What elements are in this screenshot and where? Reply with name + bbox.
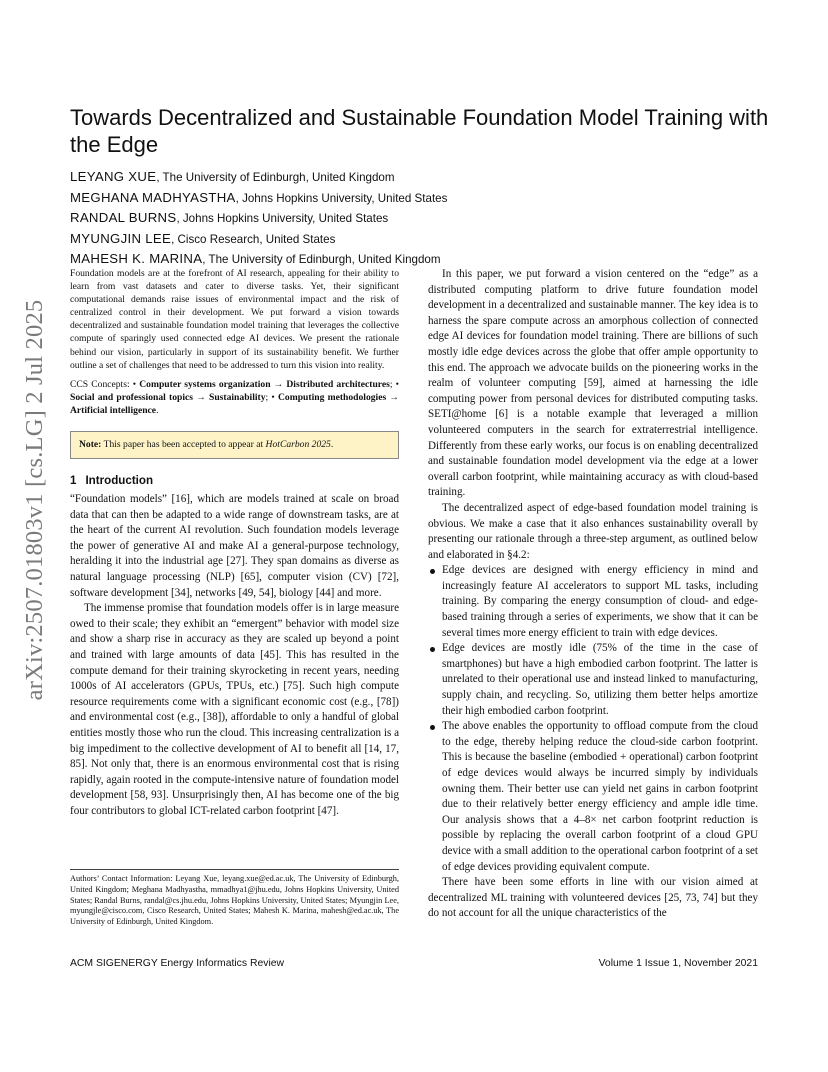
author-entry [70, 188, 770, 209]
author-entry [70, 229, 770, 250]
author-affiliation: , The University of Edinburgh, United Kingdom [202, 253, 441, 267]
left-column [70, 267, 399, 820]
author-affiliation: , Johns Hopkins University, United States [176, 212, 389, 226]
note-text: This paper has been accepted to appear at [101, 439, 266, 451]
ccs-concept: Social and professional topics → Sustainability [70, 391, 266, 403]
note-label: Note: [79, 439, 102, 451]
author-affiliation: , The University of Edinburgh, United Kingdom [156, 171, 395, 184]
introduction-body [70, 492, 399, 819]
author-affiliation: , Cisco Research, United States [171, 232, 336, 246]
author-name: MEGHANA MADHYASTHA [70, 189, 236, 205]
ccs-concept: Computer systems organization → Distributed architectures [139, 378, 390, 390]
acceptance-note [70, 431, 399, 459]
right-column [428, 267, 758, 922]
list-item: Edge devices are designed with energy efficiency in mind and increasingly feature AI accelerators to support ML tasks, including training. By comparing the energy consumption of cloud- and edge-based training through a series of experiments, we show that it can be several times more energy efficient to train with edge devices. [428, 563, 758, 641]
note-end: . [330, 439, 334, 451]
paragraph: The immense promise that foundation models offer is in large measure owed to their scale; they exhibit an “emergent” behavior with model size and show a sharp rise in accuracy as they are scaled up beyond a point and trained with large amounts of data [45]. This has resulted in the compute demand for their training skyrocketing in recent years, needing 1000s of AI accelerators (GPUs, TPUs, etc.) [75]. Such high compute resource requirements come with a significant economic cost (e.g., [78]) and environmental cost (e.g., [38]), affordable to only a handful of global entities mostly those who run the cloud. This increasing centralization is a big impediment to the collective development of AI to benefit all [14, 17, 85]. Not only that, there is an enormous environmental cost that is rising rapidly, again rooted in the compute-intensive nature of foundation model development [58, 93]. Unsurprisingly then, AI has become one of the big four contributors to global ICT-related carbon footprint [47]. [70, 602, 399, 817]
footnote-divider [70, 869, 399, 870]
section-title: Introduction [85, 474, 154, 488]
paper-title: Towards Decentralized and Sustainable Foundation Model Training with the Edge [70, 105, 769, 157]
paragraph: There have been some efforts in line with our vision aimed at decentralized ML training with volunteered devices [25, 73, 74] but they do not account for all the unique characteristics of the [428, 876, 758, 920]
author-entry [70, 208, 770, 229]
ccs-separator: ; • [389, 378, 400, 390]
journal-name: ACM SIGENERGY Energy Informatics Review [70, 958, 285, 969]
section-heading-introduction [70, 474, 399, 488]
author-contact-footnote: Authors’ Contact Information: Leyang Xue, leyang.xue@ed.ac.uk, The University of Edinburgh, United Kingdom; Meghana Madhyastha, mmadhya1@jhu.edu, Johns Hopkins University, United States; Randal Burns, randal@cs.jhu.edu, Johns Hopkins University, United States; Myungjin Lee, myungjle@cisco.com, Cisco Research, United States; Mahesh K. Marina, mahesh@ed.ac.uk, The University of Edinburgh, United Kingdom. [70, 874, 399, 927]
author-name: LEYANG XUE [70, 169, 157, 184]
ccs-separator: ; • [265, 391, 278, 403]
author-name: MAHESH K. MARINA [70, 251, 203, 267]
author-name: MYUNGJIN LEE [70, 230, 172, 246]
author-entry [70, 167, 770, 188]
ccs-end: . [156, 404, 159, 416]
list-item: Edge devices are mostly idle (75% of the time in the case of smartphones) but have a high embodied carbon footprint. The latter is unrelated to their operational use and instead linked to manufacturing, supply chain, and recycling. So, utilizing them better helps amortize their high embodied carbon footprint. [428, 641, 758, 719]
author-list [70, 167, 770, 270]
author-affiliation: , Johns Hopkins University, United States [235, 191, 448, 205]
abstract: Foundation models are at the forefront of AI research, appealing for their ability to learn from vast datasets and cater to diverse tasks. Yet, their significant computational demands raise issues of environmental impact and the risk of centralized control in their development. We put forward a vision towards decentralized and sustainable foundation model training that leverages the collective compute of sparingly used connected edge AI devices. We present the rationale behind our vision, particularly in support of its sustainability benefit. We further outline a set of challenges that need to be addressed to turn this vision into reality. [70, 268, 399, 371]
paragraph: The decentralized aspect of edge-based foundation model training is obvious. We make a case that it also enhances sustainability overall by presenting our rationale through a three-step argument, as outlined below and elaborated in §4.2: [428, 501, 758, 561]
issue-info: Volume 1 Issue 1, November 2021 [598, 958, 758, 969]
note-venue: HotCarbon 2025 [265, 439, 331, 451]
argument-list [428, 563, 758, 875]
arxiv-identifier: arXiv:2507.01803v1 [cs.LG] 2 Jul 2025 [21, 299, 48, 701]
paragraph: In this paper, we put forward a vision centered on the “edge” as a distributed computing platform to drive future foundation model development in a decentralized and sustainable manner. The key idea is to harness the spare compute across an amorphous collection of connected edge AI devices for foundation model training. There are billions of such mostly idle edge devices across the globe that offer ample opportunity to this end. The approach we advocate builds on the pioneering works in the realm of volunteer computing [59], aimed at harnessing the idle computing power from personal devices for distributed computing tasks. SETI@home [6] is a notable example that leveraged a million volunteered computers in the search for extraterrestrial intelligence. Differently from these early works, our focus is on enabling decentralized and sustainable foundation model development via the edge at a lower overall carbon footprint, while maintaining accuracy as with cloud-based training. [428, 268, 758, 499]
ccs-concepts [70, 378, 399, 417]
ccs-concept: Computing methodologies → Artificial intelligence [70, 391, 399, 416]
vision-body [428, 267, 758, 922]
section-number: 1 [70, 474, 77, 488]
paragraph: “Foundation models” [16], which are models trained at scale on broad data that can then be adapted to a wide range of downstream tasks, are at the heart of the current AI revolution. Such foundation models leverage the power of generative AI and make AI a general-purpose technology, heralding it into the industrial age [27]. They span domains as diverse as natural language processing (NLP) [65], computer vision (CV) [72], software development [34], networks [49, 54], biology [44] and more. [70, 493, 399, 599]
author-name: RANDAL BURNS [70, 210, 177, 226]
ccs-label: CCS Concepts: • [70, 378, 140, 390]
list-item: The above enables the opportunity to offload compute from the cloud to the edge, thereby helping reduce the cloud-side carbon footprint. This is because the baseline (embodied + operational) carbon footprint of edge devices would always be incurred simply by individuals owning them. Their better use can yield net gains in carbon footprint due to their relatively better energy efficiency and ample idle time. Our analysis shows that a 4–8× net carbon footprint reduction is possible by replacing the overall carbon footprint of a cloud GPU device with a small addition to the operational carbon footprint of a set of edge devices providing equivalent compute. [428, 719, 758, 875]
arxiv-stamp [20, 299, 50, 701]
